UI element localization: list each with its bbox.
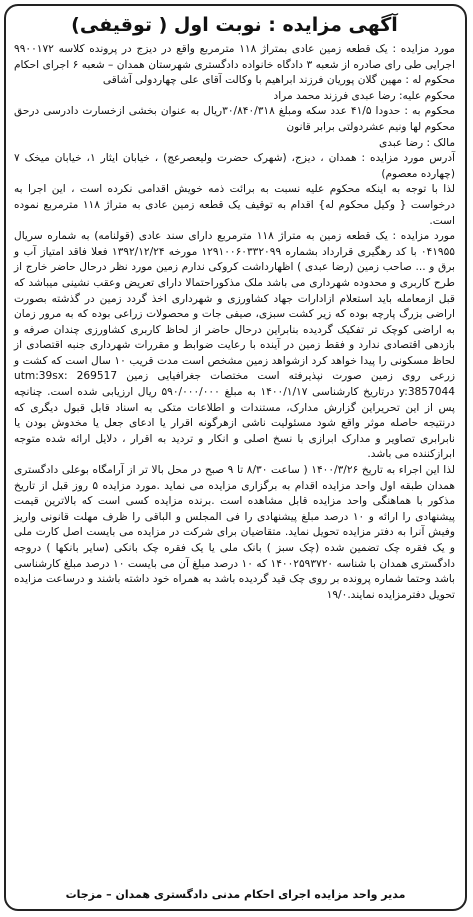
notice-paragraph-address: آدرس مورد مزایده : همدان ، دیزج، (شهرک حضرت ولیعصرعج) ، خیابان ایثار ۱، خیابان میخک ۷ (چهارده معصوم) [14, 152, 455, 180]
notice-paragraph-owner: مالک : رضا عبدی [379, 136, 455, 149]
notice-paragraph-subject: مورد مزایده : یک قطعه زمین عادی بمتراژ ۱۱۸ مترمربع واقع در دیزج در پرونده کلاسه ۹۹۰۰۱۷۲ اجرایی طی رای صادره از شعبه ۳ دادگاه خانواده دادگستری شهرستان همدان – شعبه ۶ اجرای احکام محکوم له : مهین گلان پوریان فرزند ابراهیم با وکالت آقای علی چهاردولی آشاقی [14, 43, 456, 87]
notice-signature: مدیر واحد مزایده اجرای احکام مدنی دادگستری همدان – مزجات [65, 888, 406, 901]
notice-paragraph-conditions: لذا این اجراء به تاریخ ۱۴۰۰/۳/۲۶ ( ساعت ۸/۳۰ تا ۹ صبح در محل بالا تر از آرامگاه بوعلی دادگستری همدان طبقه اول واحد مزایده اقدام به برگزاری مزایده می نماید .مورد مزایده ۵ روز قبل از تاریخ مذکور با هماهنگی واحد مزایده قابل مشاهده است .برنده مزایده کسی است که بالاترین قیمت پیشنهادی را ارائه و ۱۰ درصد مبلغ پیشنهادی را فی المجلس و الباقی را ظرف مهلت قانونی واریز وفیش آنرا به دفتر مزایده تحویل نماید. متقاضیان برای شرکت در مزایده می بایست اصل کارت ملی و یک فقره چک تضمین شده (چک سبز ) بانک ملی یا یک فقره چک بانکی (سایر بانکها ) دروجه دادگستری همدان با شناسه ۱۴۰۰۲۵۹۳۷۲۰ که ۱۰ درصد مبلغ آن می بایست ۱۰ درصد مبلغ کارشناسی باشد وحتما شماره پرونده بر روی چک قید گردیده باشد به همراه خود داشته باشند و درساعت مزایده تحویل دفترمزایده نمایند.۱۹/۰ [14, 464, 455, 601]
auction-notice [4, 4, 467, 911]
notice-paragraph-debtor: محکوم علیه: رضا عبدی فرزند محمد مراد [273, 89, 455, 102]
notice-paragraph-description: مورد مزایده : یک قطعه زمین به متراژ ۱۱۸ مترمربع دارای سند عادی (قولنامه) به شماره سریال ۰۴۱۹۵۵ با کد رهگیری قرارداد بشماره ۱۲۹۱۰۰۶۰۳۳۲۰۹۹ مورخه ۱۳۹۲/۱۲/۲۴ فعلا فاقد امتیاز آب و برق و ... صاحب زمین (رضا عبدی ) اظهارداشت کروکی ندارم زمین مورد نظر درحال حاضر خارج از طرح کاربری و محدوده شهرداری می باشد ملک مذکوراحتمالا دارای تعریض وعقب نشینی میباشد که قبل ازمعامله باید استعلام ازادارات جهاد کشاورزی و شهرداری اخذ گردد زمین در گذشته بصورت اراضی بزرگ پارچه بوده که زیر کشت سبزی، صیفی جات و محصولات زراعی بوده که به مرور زمان به اراضی کوچک تر تفکیک گردیده بنابراین درحال حاضر از لحاظ کاربری کشاورزی چندان صرفه و بازدهی اقتصادی ندارد و فقط زمین در آینده با رعایت ضوابط و مقررات شهرداری جنبه اقتصادی از لحاظ مسکونی را پیدا خواهد کرد ازشواهد زمین مشخص است مدت قریب ۱۰ سال است که کشت و زرعی روی زمین صورت نپذیرفته است مختصات جغرافیایی زمین utm:39sx: 269517 y:3857044 درتاریخ کارشناسی ۱۴۰۰/۱/۱۷ به مبلغ ۵۹۰/۰۰۰/۰۰۰ ریال ارزیابی شده است. چنانچه پس از این تحریراین گزارش مدارک، مستندات و اطلاعات متکی به اسناد قابل قبول دیگری که درنتیجه حاصله موثر واقع شود مسئولیت ناشی ازهرگونه اقرار یا ادعای جعل یا مخدوش بودن یا نابرابری تصاویر و مدارک ابرازی با نسخ اصلی و انکار و تردید به اقرار ، دلایل ارائه شده متوجه ابرازکننده می باشد. [14, 230, 455, 461]
notice-title: آگهی مزایده : نوبت اول ( توقیفی) [71, 14, 398, 36]
notice-paragraph-judgment: محکوم به : حدودا ۴۱/۵ عدد سکه ومبلغ ۳۰/۸۴۰/۳۱۸ریال به عنوان بخشی ازخسارت دادرسی درحق محکوم لها ونیم عشردولتی برابر قانون [14, 105, 456, 133]
notice-paragraph-seizure: لذا با توجه به اینکه محکوم علیه نسبت به برائت ذمه خویش اقدامی نکرده است ، این اجرا به درخواست { وکیل محکوم له} اقدام به توقیف یک قطعه زمین عادی به متراژ ۱۱۸ مترمربع نموده است. [14, 183, 456, 227]
